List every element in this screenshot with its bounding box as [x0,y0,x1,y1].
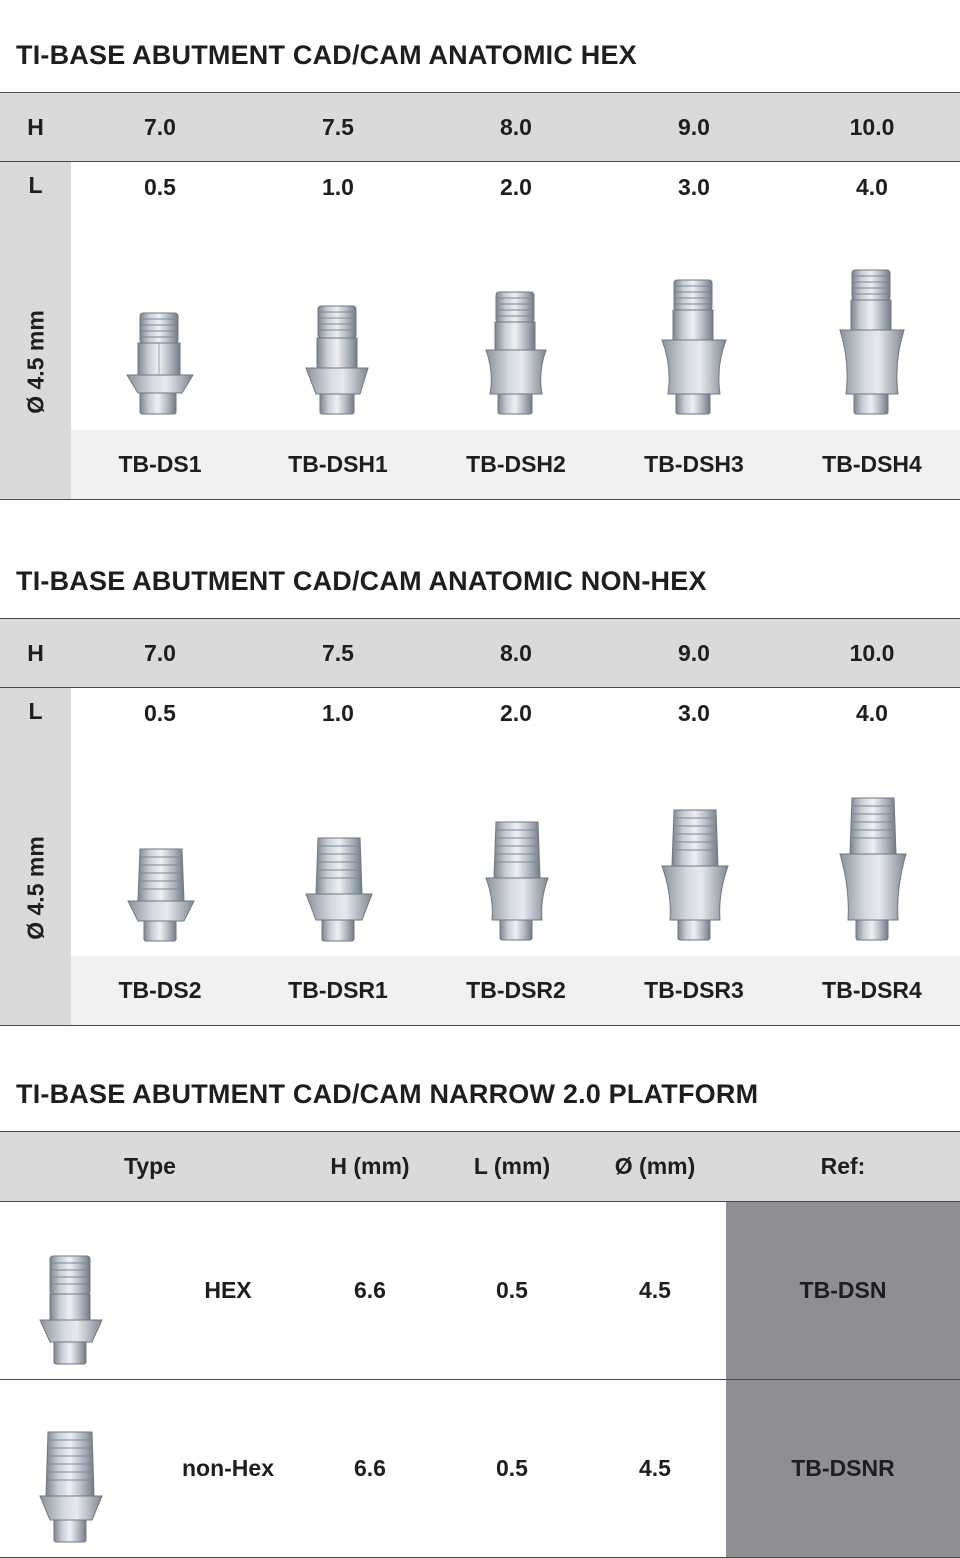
table-row [0,1380,960,1558]
type-value: non-Hex [182,1455,274,1481]
section-title-hex: TI-BASE ABUTMENT CAD/CAM ANATOMIC HEX [16,40,637,70]
l-value: 0.5 [496,1455,528,1481]
l-value: 3.0 [678,700,710,726]
diameter-value: 4.5 [639,1277,671,1303]
ref-code: TB-DSR3 [644,977,744,1003]
ref-code: TB-DSH4 [822,451,922,477]
reference-row [71,956,960,1026]
abutment-hex-image [298,302,378,417]
diameter-value: 4.5 [639,1455,671,1481]
ref-code: TB-DSR1 [288,977,388,1003]
ref-code: TB-DSH1 [288,451,388,477]
h-value: 7.0 [144,639,176,666]
l-value: 4.0 [856,174,888,200]
l-value: 1.0 [322,174,354,200]
ref-code: TB-DSH3 [644,451,744,477]
l-label: L [28,698,43,724]
table-anatomic-hex [0,92,960,500]
ref-code: TB-DS2 [118,977,202,1003]
section-title-non-hex: TI-BASE ABUTMENT CAD/CAM ANATOMIC NON-HEX [16,566,707,596]
header-h: H (mm) [330,1153,410,1179]
header-ref: Ref: [820,1153,866,1179]
h-value: 6.6 [354,1277,386,1303]
ref-code: TB-DSH2 [466,451,566,477]
h-value: 8.0 [500,639,532,666]
side-column [0,688,71,1026]
l-value: 0.5 [144,700,176,726]
h-value: 7.5 [322,639,354,666]
section-title-narrow: TI-BASE ABUTMENT CAD/CAM NARROW 2.0 PLATFORM [16,1079,759,1109]
ref-code: TB-DS1 [118,451,202,477]
reference-row [71,430,960,500]
abutment-hex-image [36,1254,106,1368]
l-value: 2.0 [500,700,532,726]
l-value: 0.5 [144,174,176,200]
table-anatomic-non-hex [0,618,960,1026]
l-label: L [28,172,43,198]
height-row [0,618,960,688]
l-value: 1.0 [322,700,354,726]
type-value: HEX [204,1277,252,1303]
diameter-label: Ø 4.5 mm [22,310,49,414]
abutment-non-hex-image [834,796,912,943]
abutment-non-hex-image [478,820,556,943]
ref-code: TB-DSNR [726,1380,960,1557]
abutment-non-hex-image [122,843,200,943]
header-diameter: Ø (mm) [614,1153,696,1179]
l-value: 0.5 [496,1277,528,1303]
h-label: H [27,113,44,140]
h-value: 9.0 [678,113,710,140]
abutment-hex-image [476,290,556,417]
h-value: 10.0 [849,639,895,666]
abutment-non-hex-image [300,834,378,943]
h-value: 7.5 [322,113,354,140]
abutment-non-hex-image [36,1430,106,1546]
l-value: 3.0 [678,174,710,200]
abutment-hex-image [654,278,734,417]
ref-code: TB-DSR4 [822,977,922,1003]
h-value: 10.0 [849,113,895,140]
abutment-non-hex-image [656,808,734,943]
h-label: H [27,639,44,666]
abutment-hex-image [120,307,200,417]
diameter-label: Ø 4.5 mm [22,836,49,940]
ref-code: TB-DSR2 [466,977,566,1003]
table-row [0,1202,960,1380]
l-value: 2.0 [500,174,532,200]
h-value: 9.0 [678,639,710,666]
header-l: L (mm) [473,1153,551,1179]
header-type: Type [124,1153,176,1179]
side-column [0,162,71,500]
narrow-header-row [0,1131,960,1202]
height-row [0,92,960,162]
h-value: 8.0 [500,113,532,140]
h-value: 6.6 [354,1455,386,1481]
l-value: 4.0 [856,700,888,726]
h-value: 7.0 [144,113,176,140]
abutment-hex-image [832,268,912,417]
ref-code: TB-DSN [726,1202,960,1379]
